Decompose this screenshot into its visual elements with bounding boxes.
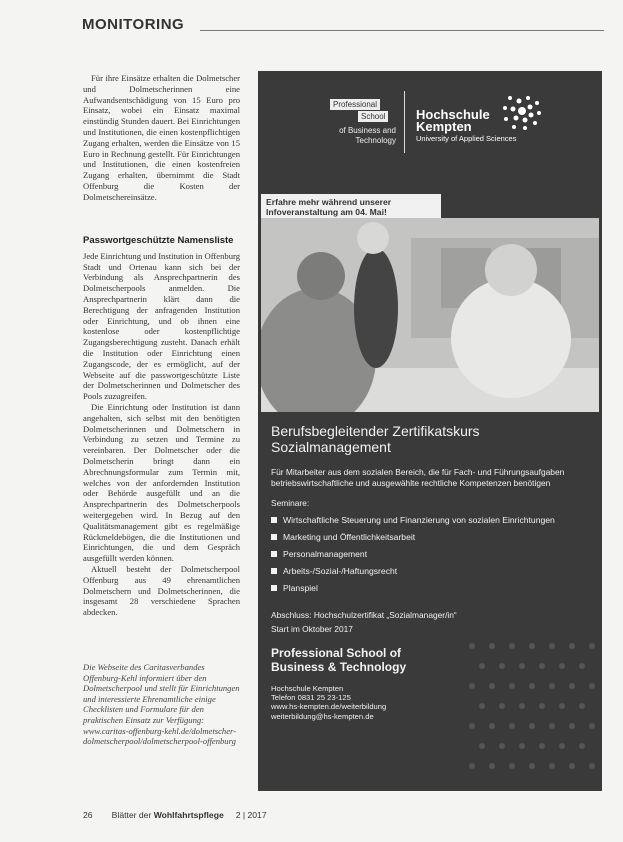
photo-illustration [261, 218, 599, 412]
body-paragraph-1: Jede Einrichtung und Institution in Offenburg Stadt und Ortenau kann sich bei der Verbindung als Ansprechpartnerin des Dolmetscherpools anmelden. Die Ansprechpartnerin klärt dann die Berechtigung der anfragenden Institution oder Einrichtung, und ob ihnen eine kostenlose oder kostenpflichtige Zugangsberechtigung zusteht. Danach erhält die Institution oder Einrichtung einen Zugangscode, der es ermöglicht, auf der Webseite auf die passwortgeschützte Liste der Dolmetscherinnen und Dolmetscher des Pools zuzugreifen. [83, 250, 240, 402]
decorative-dot-pattern [452, 626, 602, 786]
list-item: Wirtschaftliche Steuerung und Finanzierung von sozialen Einrichtungen [271, 511, 593, 528]
hk-line1: Hochschule [416, 107, 490, 122]
seminar-photo [261, 218, 599, 412]
course-heading-line1: Berufsbegleitender Zertifikatskurs [271, 423, 480, 439]
header-rule [200, 30, 604, 31]
contact-email-link[interactable]: weiterbildung@hs-kempten.de [271, 711, 374, 721]
issue-number: 2 | 2017 [235, 810, 267, 820]
body-paragraph-3: Aktuell besteht der Dolmetscherpool Offenburg aus 49 ehrenamtlichen Dolmetschern und Dolmetscherinnen, die insgesamt 28 verschiedene Sprachen abdecken. [83, 563, 240, 618]
intro-paragraph: Für ihre Einsätze erhalten die Dolmetscher und Dolmetscherinnen eine Aufwandsentschädigung von 15 Euro pro Einsatz, wobei ein Einsatz maximal einstündig Stunden dauert. Bei Einrichtungen und Institutionen, die einen kostenpflichtigen Zugang erhalten, werden die Einsätze von 15 Euro in Rechnung gestellt. Für Einrichtungen und Institutionen, die einen kostenfreien Zugang erhalten, übernimmt die Stadt Offenburg die Kosten der Dolmetschereinsätze. [83, 73, 240, 202]
contact-org: Hochschule Kempten [271, 684, 344, 693]
school-name-line2: Business & Technology [271, 660, 407, 674]
list-item: Marketing und Öffentlichkeitsarbeit [271, 528, 593, 545]
contact-phone: Telefon 0831 25 23-125 [271, 693, 351, 703]
page-number: 26 [83, 810, 93, 820]
start-text: Start im Oktober 2017 [271, 624, 353, 634]
banner-line2: Infoveranstaltung am 04. Mai! [266, 207, 387, 217]
page-footer [83, 810, 267, 820]
text-column-top [83, 73, 240, 203]
banner-line1: Erfahre mehr während unserer [266, 197, 392, 207]
text-column-main [83, 236, 240, 618]
advertisement [258, 71, 602, 791]
hk-line2: Kempten [416, 119, 472, 134]
hochschule-swirl-icon [500, 89, 544, 133]
ps-logo-line2: School [358, 111, 388, 122]
publication-name: Blätter der [111, 810, 154, 820]
seminar-list [271, 511, 593, 596]
ps-sub-line1: of Business and [339, 126, 396, 135]
section-title: MONITORING [82, 16, 185, 33]
logo-divider [404, 91, 405, 153]
list-item: Arbeits-/Sozial-/Haftungsrecht [271, 562, 593, 579]
course-intro: Für Mitarbeiter aus dem sozialen Bereich, die für Fach- und Führungsaufgaben betriebswirtschaftliche und ausgewählte rechtliche Kompetenzen benötigen [271, 467, 565, 488]
section-heading: Passwortgeschützte Namensliste [83, 235, 234, 246]
ps-sub-line2: Technology [355, 136, 396, 145]
publication-name-bold: Wohlfahrtspflege [153, 810, 224, 820]
school-name-line1: Professional School of [271, 646, 402, 660]
course-heading-line2: Sozialmanagement [271, 439, 391, 455]
body-paragraph-2: Die Einrichtung oder Institution ist dann angehalten, sich selbst mit den benötigten Dolmetscherinnen und Dolmetschern in Verbindung zu setzen und Termine zu vereinbaren. Der Dolmetscher oder die Dolmetscherin bringt dann ein Abrechnungsformular zum Termin mit, welches von der anfordernden Institution oder Behörde ausgefüllt und an die Ansprechpartnerin des Dolmetscherpools weitergegeben wird. In Bezug auf den Qualitätsmanagement gibt es regelmäßige Rückmeldebögen, die die Institutionen und Einrichtungen, die und dem Gespräch ausgefüllt werden können. [83, 401, 240, 564]
ps-logo-line1: Professional [330, 99, 380, 110]
list-item: Personalmanagement [271, 545, 593, 562]
seminare-label: Seminare: [271, 498, 310, 508]
hochschule-logo-text [416, 109, 490, 133]
logo-block [330, 89, 600, 173]
hochschule-subtitle: University of Applied Sciences [416, 134, 517, 143]
contact-website-link[interactable]: www.hs-kempten.de/weiterbildung [271, 702, 387, 712]
section-header [82, 16, 604, 36]
website-note: Die Webseite des Caritasverbandes Offenburg-Kehl informiert über den Dolmetscherpool und stellt für Einrichtungen und interessierte Ehrenamtliche einige Checklisten und Formulare für den praktischen Einsatz zur Verfügung: www.caritas-offenburg-kehl.de/dolmetscher-dolmetscherpool/dolmetscherpool-offenburg [83, 662, 240, 747]
info-banner [261, 194, 441, 220]
course-heading [271, 423, 593, 455]
ps-logo-subtitle [330, 126, 396, 146]
abschluss-text: Abschluss: Hochschulzertifikat „Sozialmanager/in“ [271, 610, 457, 620]
list-item: Planspiel [271, 579, 593, 596]
